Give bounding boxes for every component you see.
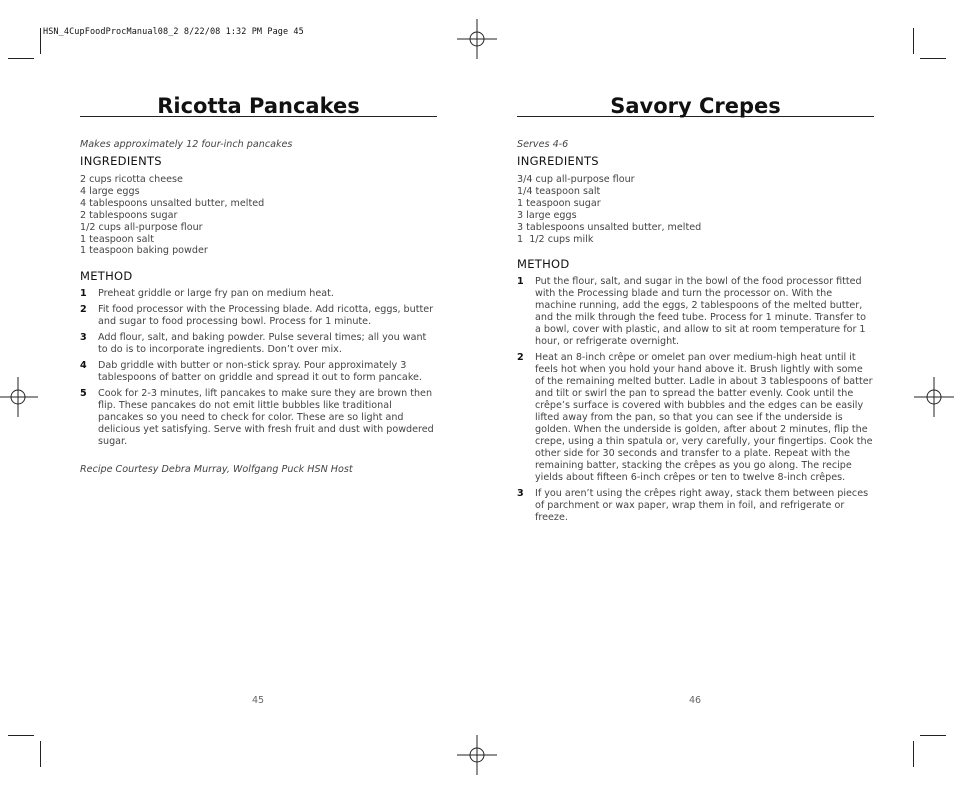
method-step: [80, 332, 437, 356]
method-step: [80, 288, 437, 300]
step-number: 1: [517, 276, 524, 288]
page-number: 46: [689, 695, 702, 706]
registration-mark-icon: [457, 19, 497, 59]
recipe-yield: Serves 4-6: [517, 139, 569, 150]
recipe-credit: Recipe Courtesy Debra Murray, Wolfgang Puck HSN Host: [80, 464, 353, 476]
print-slug: HSN_4CupFoodProcManual08_2 8/22/08 1:32 PM Page 45: [43, 27, 304, 37]
crop-mark: [913, 741, 914, 767]
method-step: [80, 304, 437, 328]
step-text: Fit food processor with the Processing blade. Add ricotta, eggs, butter and sugar to food processing bowl. Process for 1 minute.: [98, 304, 434, 328]
step-text: If you aren’t using the crêpes right away, stack them between pieces of parchment or wax paper, wrap them in foil, and refrigerate or freeze.: [535, 488, 869, 524]
recipe-title: Ricotta Pancakes: [157, 94, 360, 118]
step-number: 3: [517, 488, 524, 500]
ingredient-item: 1 teaspoon salt: [80, 233, 154, 245]
crop-mark: [920, 58, 946, 59]
method-step: [517, 352, 874, 484]
page-number: 45: [252, 695, 265, 706]
registration-mark-icon: [0, 377, 38, 417]
method-step: [517, 488, 874, 524]
registration-mark-icon: [914, 377, 954, 417]
ingredient-item: 1 1/2 cups milk: [517, 233, 594, 245]
ingredients-list: [517, 174, 874, 245]
ingredient-item: 1 teaspoon baking powder: [80, 245, 208, 257]
method-heading: METHOD: [80, 269, 133, 284]
ingredient-item: 2 cups ricotta cheese: [80, 174, 183, 185]
crop-mark: [8, 58, 34, 59]
ingredient-item: 3 large eggs: [517, 209, 577, 221]
ingredients-heading: INGREDIENTS: [80, 154, 162, 168]
ingredient-item: 3 tablespoons unsalted butter, melted: [517, 221, 702, 233]
recipe-title: Savory Crepes: [610, 94, 781, 118]
step-number: 5: [80, 388, 87, 400]
ingredient-item: 4 large eggs: [80, 185, 140, 197]
crop-mark: [8, 735, 34, 736]
ingredient-item: 3/4 cup all-purpose flour: [517, 174, 635, 185]
ingredient-item: 1/2 cups all-purpose flour: [80, 221, 203, 233]
right-page: [517, 92, 874, 528]
ingredient-item: 1 teaspoon sugar: [517, 197, 601, 209]
ingredient-item: 1/4 teaspoon salt: [517, 185, 601, 197]
recipe-yield: Makes approximately 12 four-inch pancakes: [80, 139, 293, 150]
method-steps: [517, 276, 874, 524]
left-page: [80, 92, 437, 475]
step-number: 2: [80, 304, 87, 316]
step-number: 3: [80, 332, 87, 344]
step-number: 1: [80, 288, 87, 300]
step-text: Cook for 2-3 minutes, lift pancakes to make sure they are brown then flip. These pancakes do not emit little bubbles like traditional pancakes so you need to check for color. These are so light and delicious yet satisfying. Serve with fresh fruit and dust with powdered sugar.: [98, 388, 434, 448]
registration-mark-icon: [457, 735, 497, 775]
method-step: [517, 276, 874, 348]
step-text: Preheat griddle or large fry pan on medium heat.: [98, 288, 334, 300]
step-text: Add flour, salt, and baking powder. Pulse several times; all you want to do is to incorporate ingredients. Don’t over mix.: [98, 332, 427, 356]
ingredients-heading: INGREDIENTS: [517, 154, 599, 168]
crop-mark: [913, 28, 914, 54]
crop-mark: [40, 28, 41, 54]
crop-mark: [40, 741, 41, 767]
step-number: 4: [80, 360, 87, 372]
step-text: Dab griddle with butter or non-stick spray. Pour approximately 3 tablespoons of batter on griddle and spread it out to form pancake.: [98, 360, 422, 384]
ingredient-item: 2 tablespoons sugar: [80, 209, 178, 221]
crop-mark: [920, 735, 946, 736]
method-step: [80, 388, 437, 448]
step-text: Heat an 8-inch crêpe or omelet pan over medium-high heat until it feels hot when you hold your hand above it. Brush lightly with some of the remaining melted butter. Ladle in about 3 tablespoons of batter and tilt or swirl the pan to spread the batter evenly. Cook until the crêpe’s surface is covered with bubbles and the edges can be easily lifted away from the pan, so that you can see if the underside is golden. When the underside is golden, after about 2 minutes, flip the crepe, using a thin spatula or, very carefully, your fingertips. Cook the other side for 30 seconds and transfer to a plate. Repeat with the remaining batter, stacking the crêpes as you go along. The recipe yields about fifteen 6-inch crêpes or ten to twelve 8-inch crêpes.: [535, 352, 873, 484]
method-steps: [80, 288, 437, 448]
method-heading: METHOD: [517, 257, 570, 272]
ingredients-list: [80, 174, 437, 257]
step-text: Put the flour, salt, and sugar in the bowl of the food processor fitted with the Processing blade and turn the processor on. With the machine running, add the eggs, 2 tablespoons of the melted butter, and the milk through the feed tube. Process for 1 minute. Transfer to a bowl, cover with plastic, and allow to sit at room temperature for 1 hour, or refrigerate overnight.: [535, 276, 866, 348]
ingredient-item: 4 tablespoons unsalted butter, melted: [80, 197, 265, 209]
step-number: 2: [517, 352, 524, 364]
method-step: [80, 360, 437, 384]
